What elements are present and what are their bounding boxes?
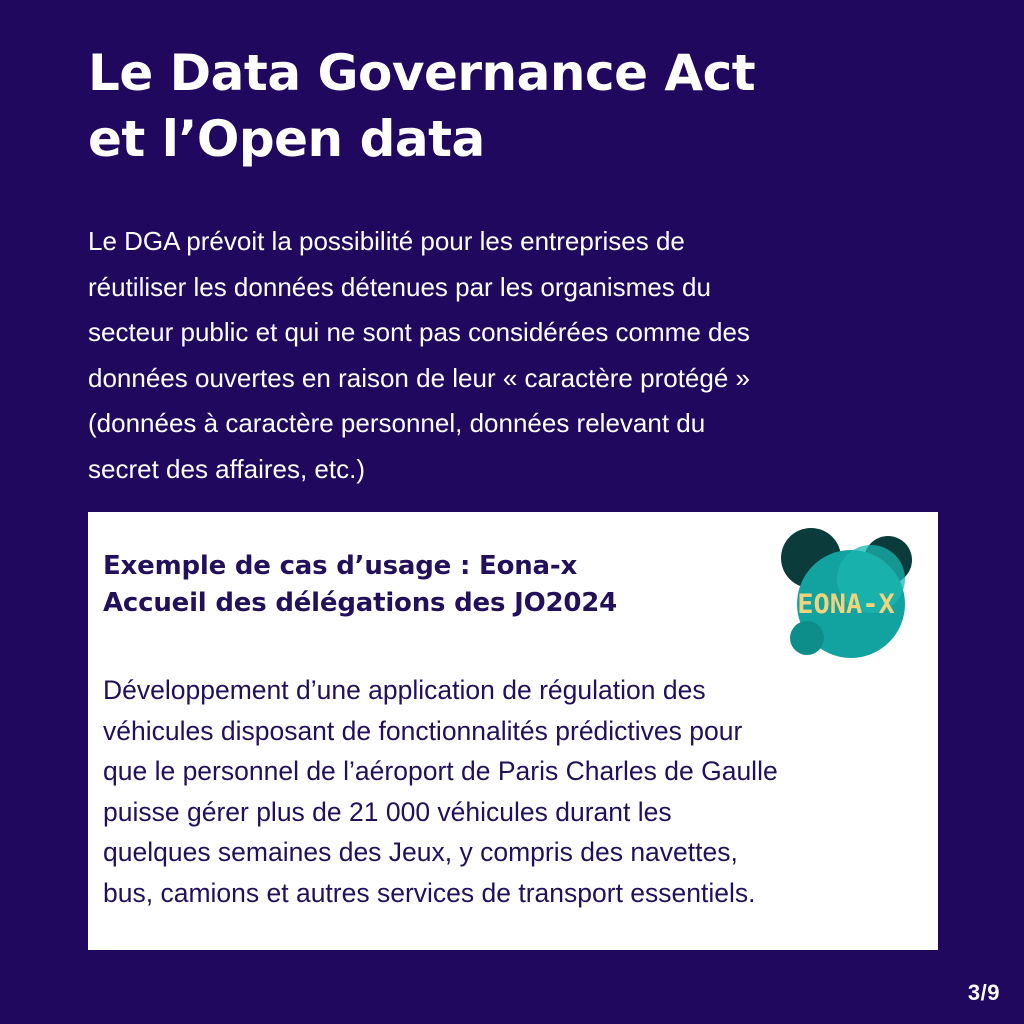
case-study-title — [103, 548, 617, 622]
logo-circle-small — [790, 621, 824, 655]
case-study-line: bus, camions et autres services de transport essentiels. — [103, 877, 756, 908]
case-study-line: véhicules disposant de fonctionnalités prédictives pour — [103, 715, 743, 746]
eona-x-logo — [771, 524, 921, 659]
page-number: 3/9 — [967, 980, 1000, 1005]
logo-text: EONA-X — [797, 589, 895, 620]
case-study-line: puisse gérer plus de 21 000 véhicules durant les — [103, 796, 672, 827]
case-study-title-line-2: Accueil des délégations des JO2024 — [103, 588, 618, 618]
eona-x-logo-graphic — [771, 524, 921, 659]
case-study-title-line-1: Exemple de cas d’usage : Eona-x — [103, 551, 578, 581]
intro-line: données ouvertes en raison de leur « caractère protégé » — [88, 362, 750, 393]
page-title — [88, 40, 948, 172]
case-study-card — [88, 512, 938, 950]
case-study-line: que le personnel de l’aéroport de Paris Charles de Gaulle — [103, 756, 778, 786]
case-study-line: quelques semaines des Jeux, y compris des navettes, — [103, 837, 738, 867]
intro-line: secteur public et qui ne sont pas considérées comme des — [88, 317, 750, 347]
intro-paragraph — [88, 219, 948, 492]
case-study-line: Développement d’une application de régulation des — [103, 675, 706, 705]
intro-line: secret des affaires, etc.) — [88, 453, 365, 484]
intro-line: réutiliser les données détenues par les organismes du — [88, 271, 711, 302]
intro-line: (données à caractère personnel, données relevant du — [88, 408, 706, 438]
case-study-body — [103, 670, 923, 913]
title-line-2: et l’Open data — [88, 110, 485, 168]
title-line-1: Le Data Governance Act — [88, 44, 756, 102]
intro-line: Le DGA prévoit la possibilité pour les entreprises de — [88, 226, 685, 256]
